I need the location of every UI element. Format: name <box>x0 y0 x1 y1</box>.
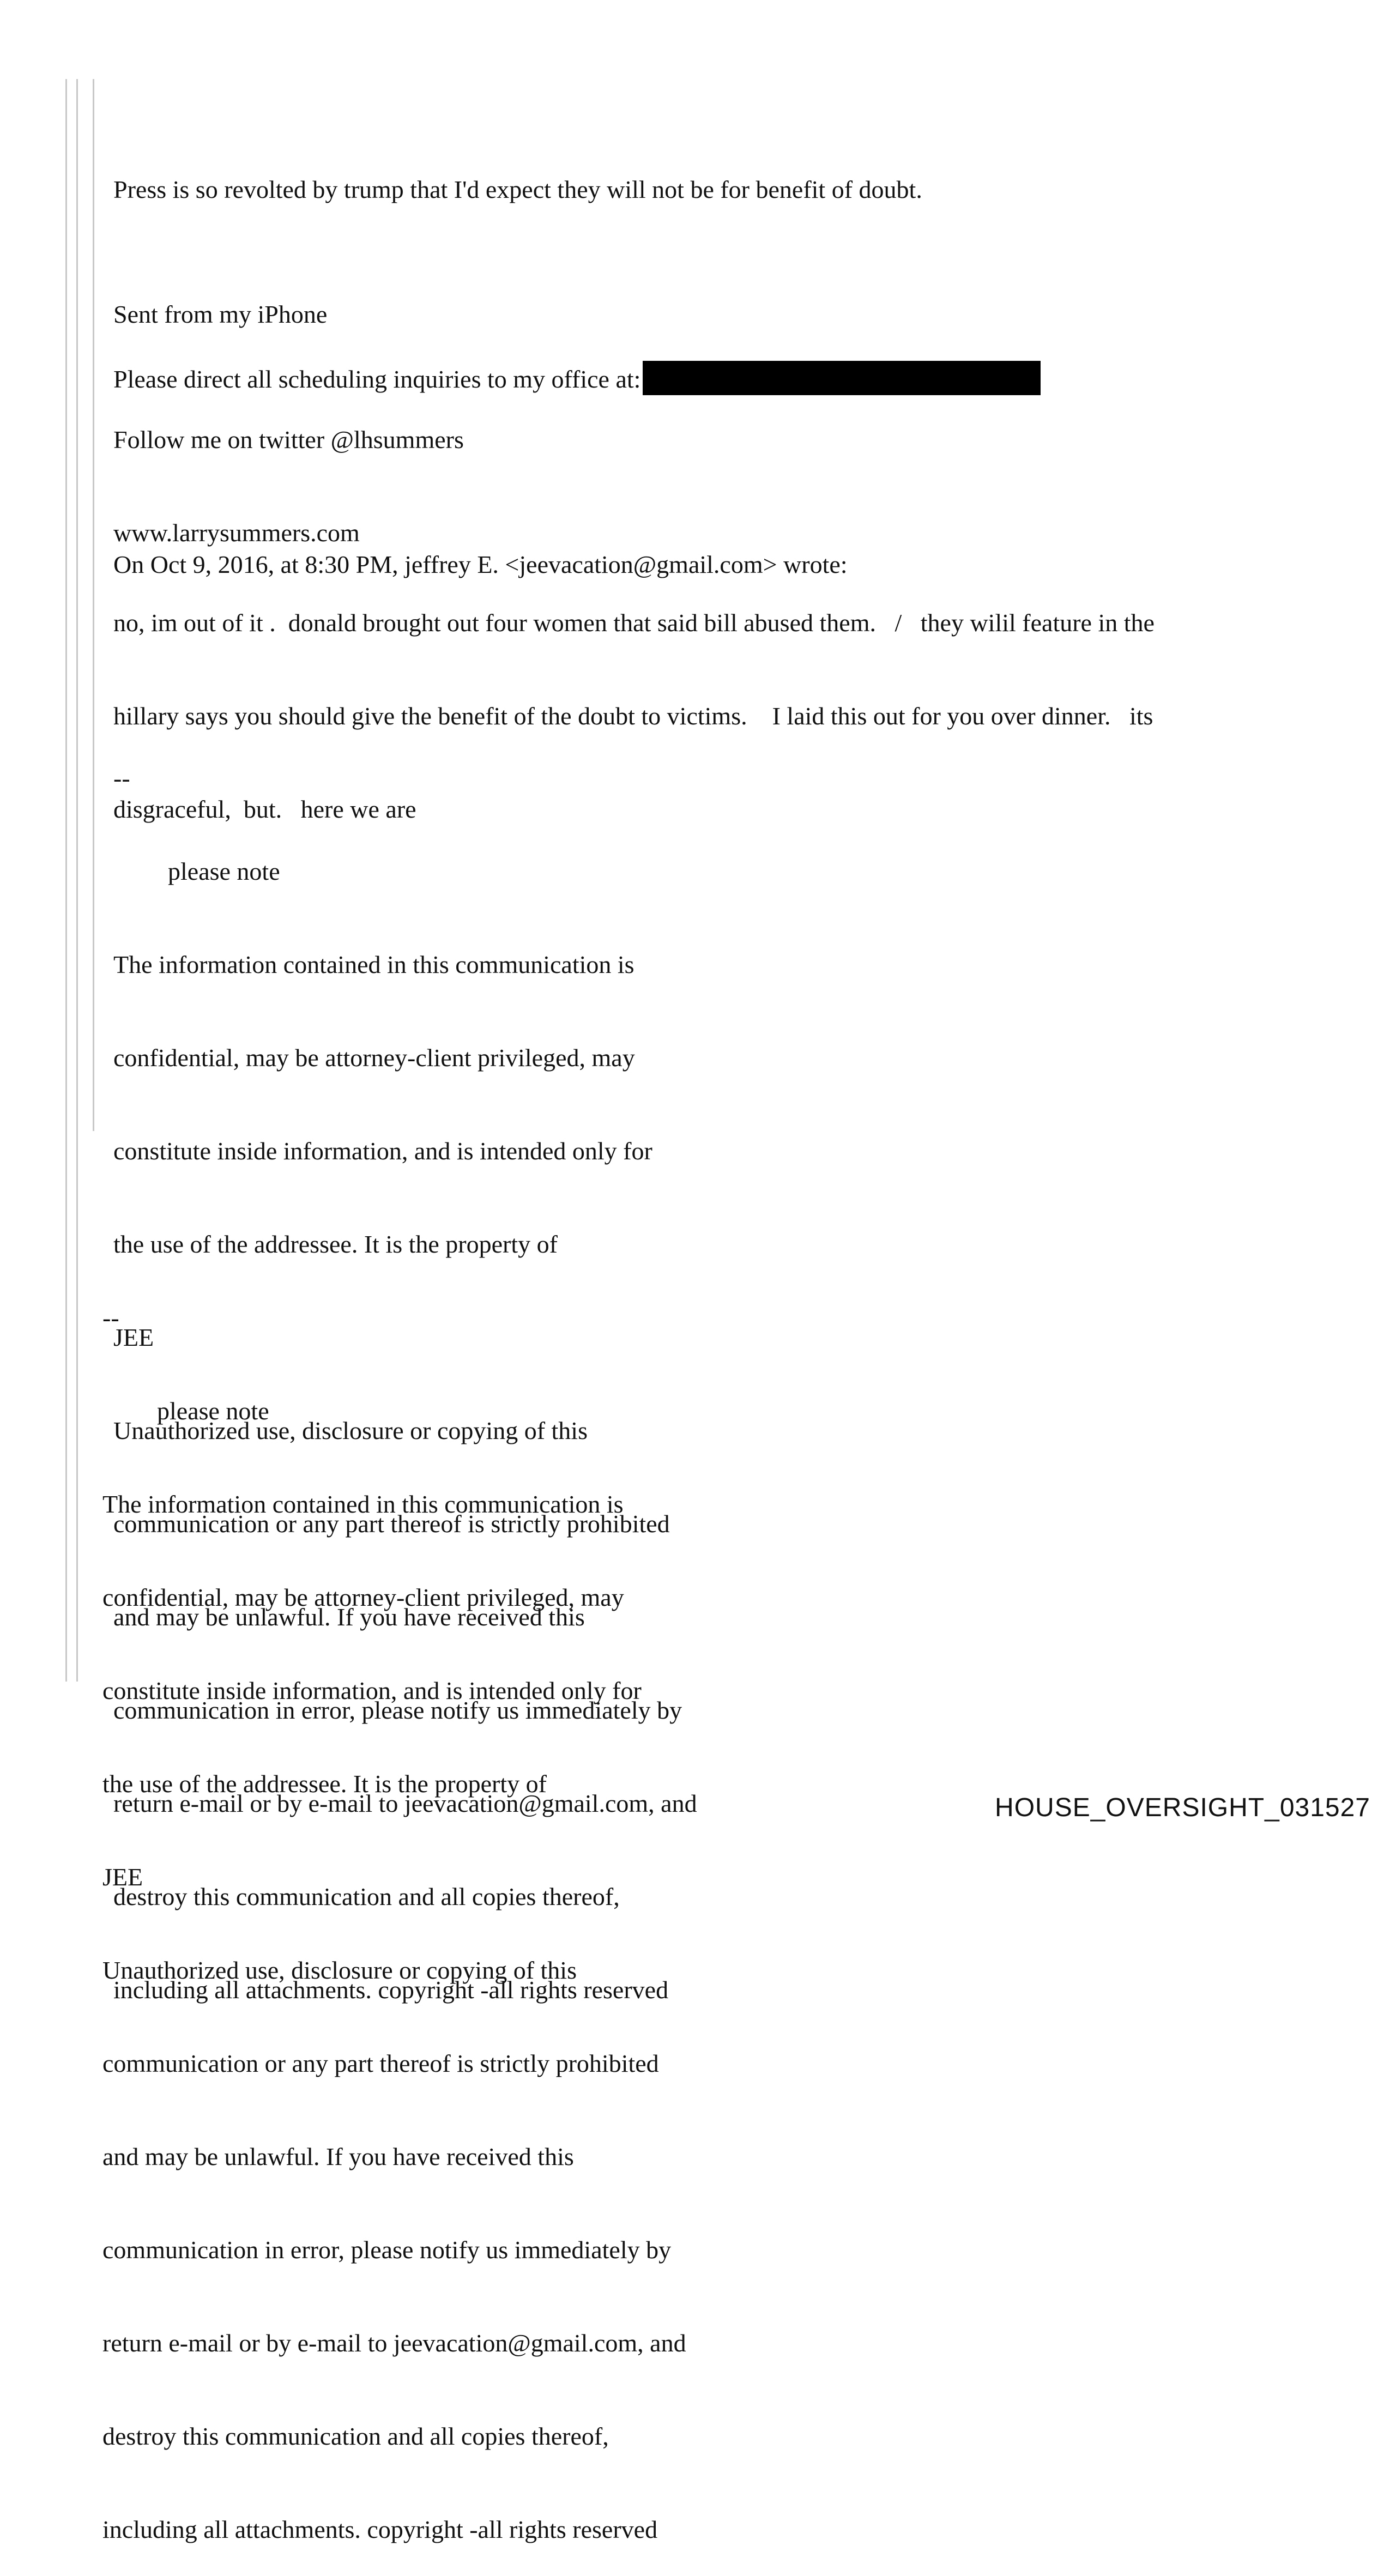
disclaimer-line: JEE <box>113 1323 154 1351</box>
disclaimer-line: return e-mail or by e-mail to jeevacation@gmail.com, and <box>102 2329 686 2357</box>
quoted-body-line: hillary says you should give the benefit of the doubt to victims. I laid this out for you over dinner. its <box>113 702 1153 730</box>
disclaimer-outer <box>102 1240 686 2576</box>
signature-separator: -- <box>102 1304 119 1332</box>
disclaimer-line: communication in error, please notify us immediately by <box>113 1696 682 1724</box>
disclaimer-line: the use of the addressee. It is the property of <box>113 1230 558 1258</box>
disclaimer-line: constitute inside information, and is intended only for <box>102 1677 642 1704</box>
redaction-box <box>643 361 1041 395</box>
disclaimer-line: JEE <box>102 1863 143 1891</box>
disclaimer-line: confidential, may be attorney-client privileged, may <box>102 1583 624 1611</box>
disclaimer-line: Unauthorized use, disclosure or copying of this <box>113 1417 588 1444</box>
disclaimer-line: communication in error, please notify us immediately by <box>102 2236 672 2264</box>
bates-number: HOUSE_OVERSIGHT_031527 <box>995 1793 1370 1822</box>
reply-body <box>113 112 922 236</box>
sent-from-line: Sent from my iPhone <box>113 300 328 328</box>
quoted-header-text: On Oct 9, 2016, at 8:30 PM, jeffrey E. <jeevacation@gmail.com> wrote: <box>113 551 848 578</box>
quoted-body-line: no, im out of it . donald brought out four women that said bill abused them. / they wilil feature in the <box>113 609 1155 637</box>
disclaimer-line: return e-mail or by e-mail to jeevacation@gmail.com, and <box>113 1789 697 1817</box>
disclaimer-line: confidential, may be attorney-client privileged, may <box>113 1044 635 1072</box>
disclaimer-line: The information contained in this communication is <box>113 951 634 978</box>
reply-body-text: Press is so revolted by trump that I'd expect they will not be for benefit of doubt. <box>113 176 922 203</box>
quote-bar-inner <box>93 79 94 1131</box>
disclaimer-line: Unauthorized use, disclosure or copying of this <box>102 1956 577 1984</box>
disclaimer-line: the use of the addressee. It is the property of <box>102 1770 547 1798</box>
disclaimer-line: communication or any part thereof is strictly prohibited <box>113 1510 670 1538</box>
website-line: www.larrysummers.com <box>113 519 360 547</box>
signature-separator: -- <box>113 764 130 792</box>
disclaimer-line: including all attachments. copyright -all rights reserved <box>102 2515 658 2543</box>
disclaimer-line: destroy this communication and all copies thereof, <box>113 1883 620 1910</box>
quote-bar-outer <box>65 79 67 1682</box>
disclaimer-line: destroy this communication and all copies thereof, <box>102 2422 609 2450</box>
please-note-label: please note <box>168 857 280 885</box>
quoted-body-line: disgraceful, but. here we are <box>113 795 416 823</box>
please-note-label: please note <box>157 1397 269 1425</box>
twitter-line: Follow me on twitter @lhsummers <box>113 426 464 453</box>
disclaimer-line: The information contained in this communication is <box>102 1490 624 1518</box>
disclaimer-line: and may be unlawful. If you have received this <box>102 2143 574 2170</box>
disclaimer-line: communication or any part thereof is strictly prohibited <box>102 2049 659 2077</box>
scheduling-text: Please direct all scheduling inquiries to my office at: <box>113 365 641 393</box>
disclaimer-line: including all attachments. copyright -all rights reserved <box>113 1976 669 2004</box>
disclaimer-line: and may be unlawful. If you have received this <box>113 1603 585 1631</box>
disclaimer-line: constitute inside information, and is intended only for <box>113 1137 652 1165</box>
quote-bar-middle <box>76 79 78 1682</box>
